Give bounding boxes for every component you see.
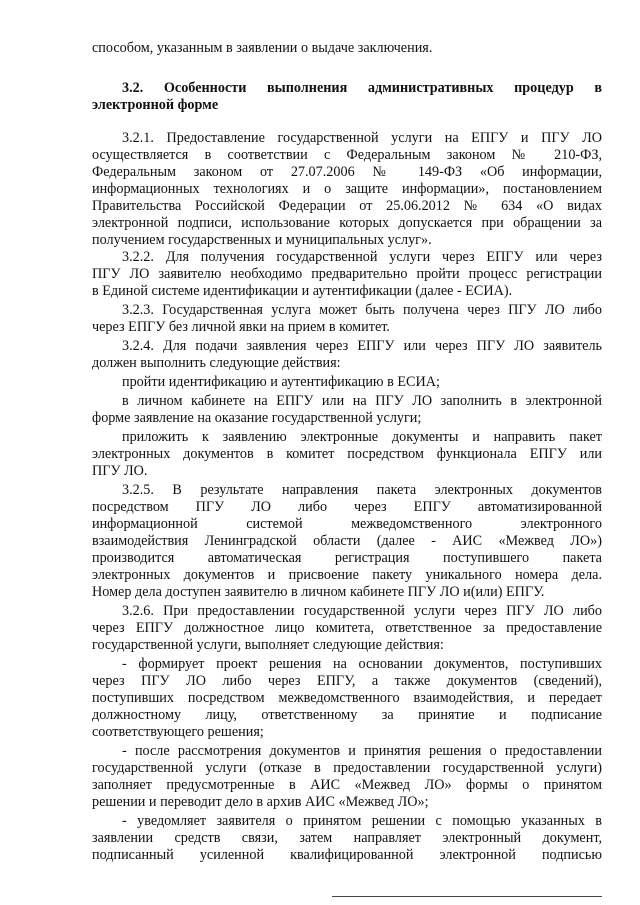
text-line: государственной услуги (отказе в предоставлении государственной услуги) — [92, 760, 602, 776]
text-line: государственной услуги, выполняет следующие действия: — [92, 637, 444, 653]
footer-divider — [332, 896, 602, 897]
text-line: взаимодействия Ленинградской области (далее - АИС «Межвед ЛО») — [92, 533, 602, 549]
text-line: через ЕПГУ без личной явки на прием в комитет. — [92, 319, 390, 335]
text-line: в личном кабинете на ЕПГУ или на ПГУ ЛО заполнить в электронной — [122, 393, 602, 409]
text-line: должностному лицу, ответственному за принятие и подписание — [92, 707, 602, 723]
text-line: посредством ПГУ ЛО либо через ЕПГУ автоматизированной — [92, 499, 602, 515]
text-line: пройти идентификацию и аутентификацию в ЕСИА; — [122, 374, 440, 390]
section-heading-cont: электронной форме — [92, 97, 219, 113]
text-line: соответствующего решения; — [92, 724, 264, 740]
text-line: информационных технологиях и о защите информации», постановлением — [92, 181, 602, 197]
text-line: Правительства Российской Федерации от 25.06.2012 № 634 «О видах — [92, 198, 602, 214]
text-line: в Единой системе идентификации и аутентификации (далее - ЕСИА). — [92, 283, 513, 299]
text-line: 3.2.4. Для подачи заявления через ЕПГУ или через ПГУ ЛО заявитель — [122, 338, 602, 354]
text-line: через ПГУ ЛО либо через ЕПГУ, а также документов (сведений), — [92, 673, 602, 689]
text-line: через ЕПГУ должностное лицо комитета, ответственное за предоставление — [92, 620, 602, 636]
text-line: - уведомляет заявителя о принятом решении с помощью указанных в — [122, 813, 602, 829]
text-line: получением государственных и муниципальных услуг». — [92, 232, 432, 248]
text-line: информационной системой межведомственного электронного — [92, 516, 602, 532]
text-line: 3.2.6. При предоставлении государственной услуги через ПГУ ЛО либо — [122, 603, 602, 619]
text-line: заполняет предусмотренные в АИС «Межвед ЛО» формы о принятом — [92, 777, 602, 793]
text-line: - после рассмотрения документов и принятия решения о предоставлении — [122, 743, 602, 759]
text-line: 3.2.3. Государственная услуга может быть получена через ПГУ ЛО либо — [122, 302, 602, 318]
text-line: электронных документов в комитет посредством функционала ЕПГУ или — [92, 446, 602, 462]
text-line: приложить к заявлению электронные документы и направить пакет — [122, 429, 602, 445]
text-line: заявлении средств связи, затем направляет электронный документ, — [92, 830, 602, 846]
text-line: 3.2.5. В результате направления пакета электронных документов — [122, 482, 602, 498]
text-line: производится автоматическая регистрация поступившего пакета — [92, 550, 602, 566]
text-line: подписанный усиленной квалифицированной электронной подписью — [92, 847, 602, 863]
text-line: 3.2.2. Для получения государственной услуги через ЕПГУ или через — [122, 249, 602, 265]
text-line: ПГУ ЛО заявителю необходимо предварительно пройти процесс регистрации — [92, 266, 602, 282]
text-line: ПГУ ЛО. — [92, 463, 148, 479]
text-line: поступивших посредством межведомственного взаимодействия, и передает — [92, 690, 602, 706]
text-line: электронной подписи, использование которых допускается при обращении за — [92, 215, 602, 231]
text-line: должен выполнить следующие действия: — [92, 355, 341, 371]
text-line: электронных документов и присвоение пакету уникального номера дела. — [92, 567, 602, 583]
text-line: Номер дела доступен заявителю в личном кабинете ПГУ ЛО и(или) ЕПГУ. — [92, 584, 545, 600]
text-line: способом, указанным в заявлении о выдаче заключения. — [92, 40, 433, 56]
text-line: форме заявление на оказание государственной услуги; — [92, 410, 422, 426]
text-line: осуществляется в соответствии с Федеральным законом № 210-ФЗ, — [92, 147, 602, 163]
section-heading: 3.2. Особенности выполнения административных процедур в — [122, 80, 602, 96]
text-line: Федеральным законом от 27.07.2006 № 149-ФЗ «Об информации, — [92, 164, 602, 180]
text-line: - формирует проект решения на основании документов, поступивших — [122, 656, 602, 672]
text-line: решении и переводит дело в архив АИС «Межвед ЛО»; — [92, 794, 429, 810]
text-line: 3.2.1. Предоставление государственной услуги на ЕПГУ и ПГУ ЛО — [122, 130, 602, 146]
